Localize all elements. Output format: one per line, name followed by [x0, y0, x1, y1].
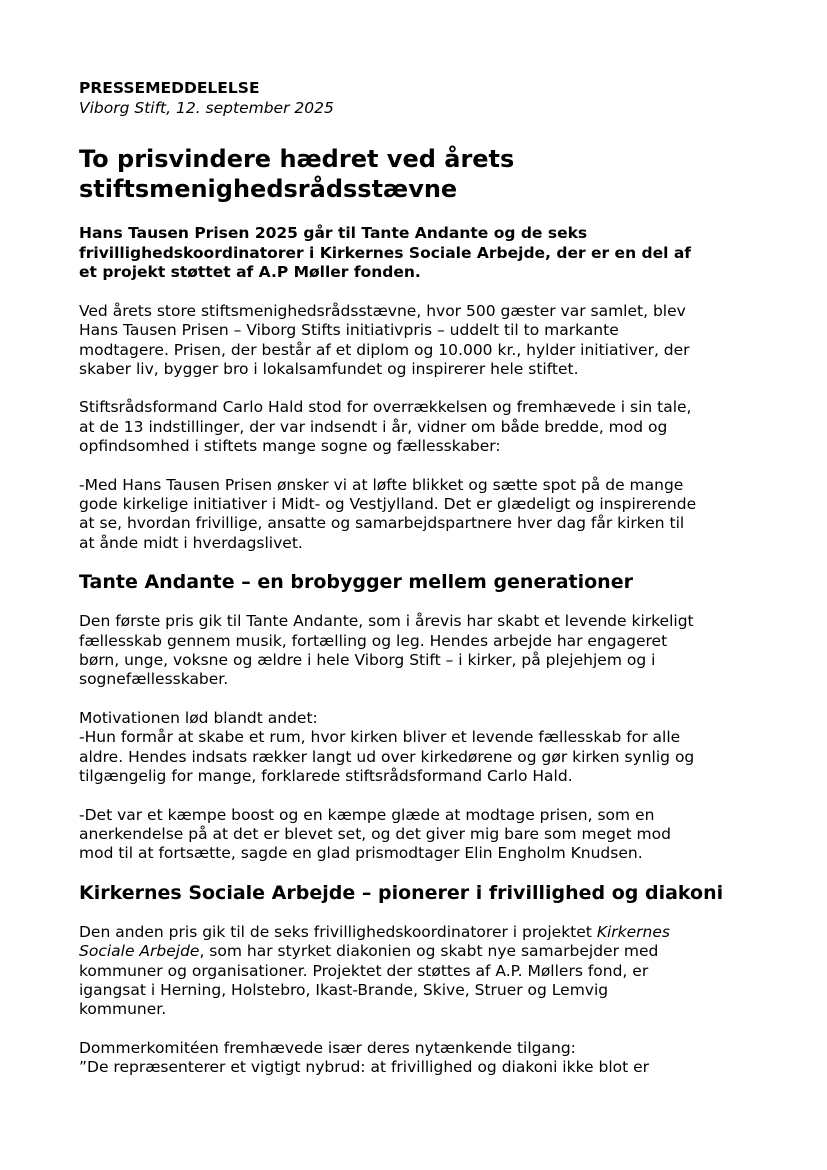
- headline-line: To prisvindere hædret ved årets: [79, 145, 515, 173]
- text-line: at se, hvordan frivillige, ansatte og samarbejdspartnere hver dag får kirken til: [79, 514, 685, 533]
- text-line: kommuner og organisationer. Projektet der støttes af A.P. Møllers fond, er: [79, 961, 649, 980]
- lead-line: frivillighedskoordinatorer i Kirkernes Sociale Arbejde, der er en del af: [79, 243, 692, 262]
- text-line: fællesskab gennem musik, fortælling og leg. Hendes arbejde har engageret: [79, 631, 668, 650]
- body-paragraph-ceremony: [79, 398, 759, 456]
- text-line: Den første pris gik til Tante Andante, som i årevis har skabt et levende kirkeligt: [79, 612, 694, 631]
- headline-line: stiftsmenighedsrådsstævne: [79, 175, 458, 203]
- text-line: kommuner.: [79, 1000, 167, 1019]
- body-paragraph-second-prize: [79, 923, 759, 1020]
- text-line: mod til at fortsætte, sagde en glad prismodtager Elin Engholm Knudsen.: [79, 844, 643, 863]
- text-line: tilgængelig for mange, forklarede stiftsrådsformand Carlo Hald.: [79, 767, 573, 786]
- text-line: anerkendelse på at det er blevet set, og det giver mig bare som meget mod: [79, 824, 671, 843]
- lead-line: et projekt støttet af A.P Møller fonden.: [79, 263, 421, 282]
- text-line: [79, 942, 759, 961]
- text-line: Stiftsrådsformand Carlo Hald stod for overrækkelsen og fremhævede i sin tale,: [79, 398, 692, 417]
- section-heading-tante-andante: Tante Andante – en brobygger mellem generationer: [79, 571, 633, 594]
- press-release-document: [79, 78, 759, 1078]
- body-paragraph-motivation: [79, 709, 759, 787]
- body-paragraph-quote: [79, 476, 759, 554]
- body-paragraph-intro: [79, 302, 759, 380]
- text-line: Motivationen lød blandt andet:: [79, 708, 318, 727]
- lead-line: Hans Tausen Prisen 2025 går til Tante Andante og de seks: [79, 224, 588, 242]
- headline: [79, 144, 759, 204]
- text-line: skaber liv, bygger bro i lokalsamfundet og inspirerer hele stiftet.: [79, 360, 579, 378]
- text-line: aldre. Hendes indsats rækker langt ud over kirkedørene og gør kirken synlig og: [79, 747, 695, 766]
- text-run: Den anden pris gik til de seks frivillighedskoordinatorer i projektet: [79, 922, 597, 941]
- section-heading-kirkernes-sociale-arbejde: Kirkernes Sociale Arbejde – pionerer i frivillighed og diakoni: [79, 881, 724, 904]
- text-line: ”De repræsenterer et vigtigt nybrud: at frivillighed og diakoni ikke blot er: [79, 1058, 650, 1077]
- text-line: at de 13 indstillinger, der var indsendt i år, vidner om både bredde, mod og: [79, 417, 668, 436]
- text-line: igangsat i Herning, Holstebro, Ikast-Brande, Skive, Struer og Lemvig: [79, 980, 609, 999]
- document-type-label: PRESSEMEDDELELSE: [79, 79, 260, 97]
- text-line: -Hun formår at skabe et rum, hvor kirken bliver et levende fællesskab for alle: [79, 728, 681, 747]
- project-name-italic: Kirkernes: [596, 922, 670, 941]
- dateline: Viborg Stift, 12. september 2025: [79, 99, 334, 117]
- project-name-italic: Sociale Arbejde: [79, 942, 200, 961]
- text-line: Dommerkomitéen fremhævede især deres nytænkende tilgang:: [79, 1038, 576, 1057]
- text-line: at ånde midt i hverdagslivet.: [79, 533, 303, 552]
- text-line: [79, 923, 759, 942]
- text-line: -Med Hans Tausen Prisen ønsker vi at løfte blikket og sætte spot på de mange: [79, 475, 684, 494]
- text-line: Hans Tausen Prisen – Viborg Stifts initiativpris – uddelt til to markante: [79, 321, 619, 340]
- text-line: modtagere. Prisen, der består af et diplom og 10.000 kr., hylder initiativer, der: [79, 340, 690, 359]
- text-line: sognefællesskaber.: [79, 670, 229, 689]
- text-line: gode kirkelige initiativer i Midt- og Vestjylland. Det er glædeligt og inspirerende: [79, 495, 697, 514]
- body-paragraph-recipient-quote: [79, 806, 759, 864]
- text-line: børn, unge, voksne og ældre i hele Viborg Stift – i kirker, på plejehjem og i: [79, 651, 656, 670]
- text-run: , som har styrket diakonien og skabt nye samarbejder med: [199, 942, 659, 961]
- body-paragraph-jury: [79, 1039, 759, 1078]
- text-line: Ved årets store stiftsmenighedsrådsstævne, hvor 500 gæster var samlet, blev: [79, 301, 686, 320]
- text-line: opfindsomhed i stiftets mange sogne og fællesskaber:: [79, 437, 501, 456]
- lead-paragraph: [79, 224, 759, 283]
- body-paragraph-first-prize: [79, 612, 759, 690]
- text-line: -Det var et kæmpe boost og en kæmpe glæde at modtage prisen, som en: [79, 805, 655, 824]
